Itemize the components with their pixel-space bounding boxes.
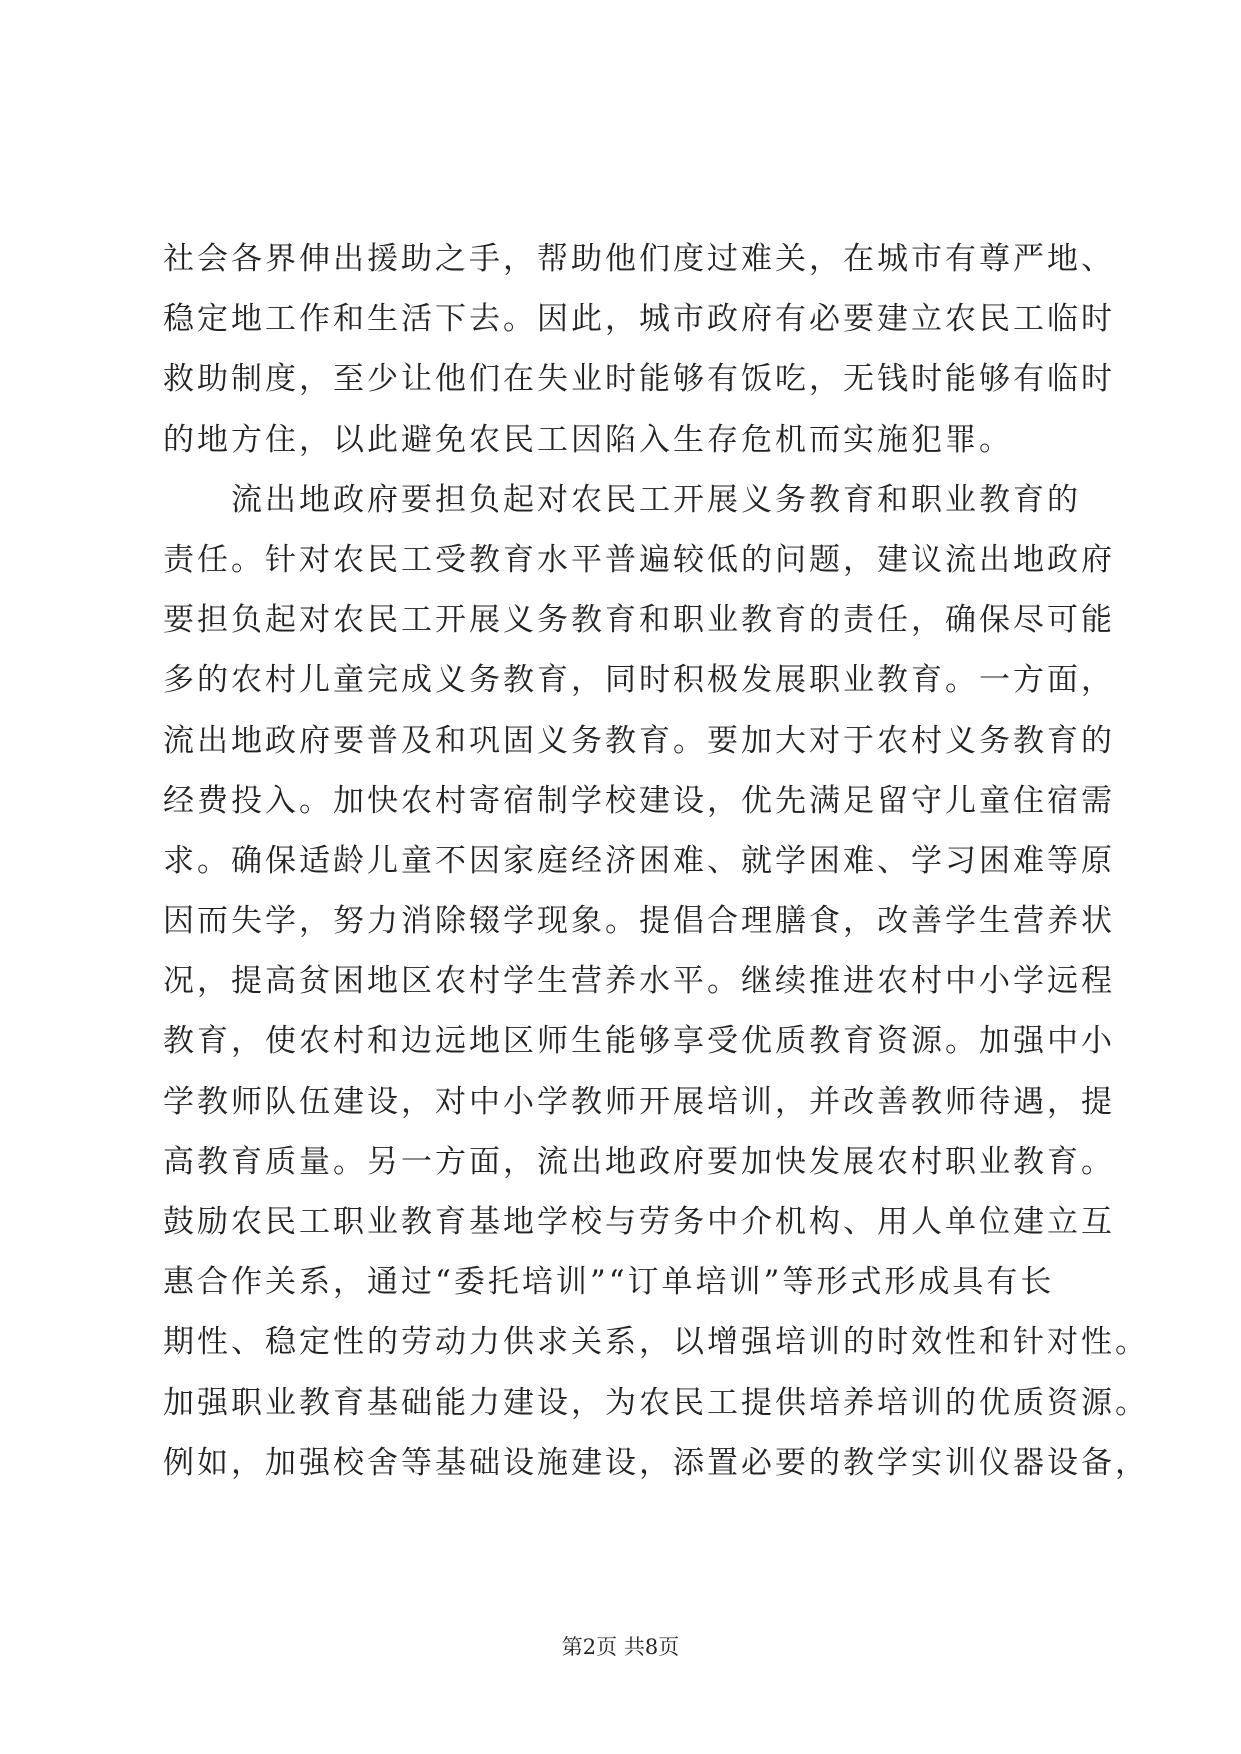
text-line: 流出地政府要担负起对农民工开展义务教育和职业教育的 — [163, 481, 1081, 518]
text-line: 责任。针对农民工受教育水平普遍较低的问题，建议流出地政府 — [163, 541, 1115, 578]
text-line: 求。确保适龄儿童不因家庭经济困难、就学困难、学习困难等原 — [163, 842, 1115, 879]
text-line: 鼓励农民工职业教育基地学校与劳务中介机构、用人单位建立互 — [163, 1204, 1115, 1240]
body-text — [163, 229, 1149, 1493]
text-line: 惠合作关系，通过“委托培训”“订单培训”等形式形成具有长 — [163, 1264, 1055, 1301]
text-line: 学教师队伍建设，对中小学教师开展培训，并改善教师待遇，提 — [163, 1083, 1115, 1120]
text-line: 高教育质量。另一方面，流出地政府要加快发展农村职业教育。 — [163, 1143, 1115, 1180]
text-line: 要担负起对农民工开展义务教育和职业教育的责任，确保尽可能 — [163, 602, 1115, 639]
text-line: 况，提高贫困地区农村学生营养水平。继续推进农村中小学远程 — [163, 963, 1115, 1000]
page-footer: 第2页 共8页 — [561, 1635, 680, 1659]
text-line: 因而失学，努力消除辍学现象。提倡合理膳食，改善学生营养状 — [163, 903, 1115, 940]
text-line: 社会各界伸出援助之手，帮助他们度过难关，在城市有尊严地、 — [163, 241, 1115, 277]
text-line: 稳定地工作和生活下去。因此，城市政府有必要建立农民工临时 — [163, 301, 1115, 338]
text-line: 救助制度，至少让他们在失业时能够有饭吃，无钱时能够有临时 — [163, 361, 1115, 398]
text-line: 的地方住，以此避免农民工因陷入生存危机而实施犯罪。 — [163, 421, 1013, 458]
text-line: 流出地政府要普及和巩固义务教育。要加大对于农村义务教育的 — [163, 722, 1115, 759]
text-line: 经费投入。加快农村寄宿制学校建设，优先满足留守儿童住宿需 — [163, 782, 1115, 819]
text-line: 期性、稳定性的劳动力供求关系，以增强培训的时效性和针对性。 — [163, 1324, 1149, 1361]
text-line: 教育，使农村和边远地区师生能够享受优质教育资源。加强中小 — [163, 1023, 1115, 1060]
text-line: 多的农村儿童完成义务教育，同时积极发展职业教育。一方面， — [163, 662, 1115, 699]
text-line: 例如，加强校舍等基础设施建设，添置必要的教学实训仪器设备， — [163, 1444, 1149, 1481]
text-line: 加强职业教育基础能力建设，为农民工提供培养培训的优质资源。 — [163, 1384, 1149, 1421]
